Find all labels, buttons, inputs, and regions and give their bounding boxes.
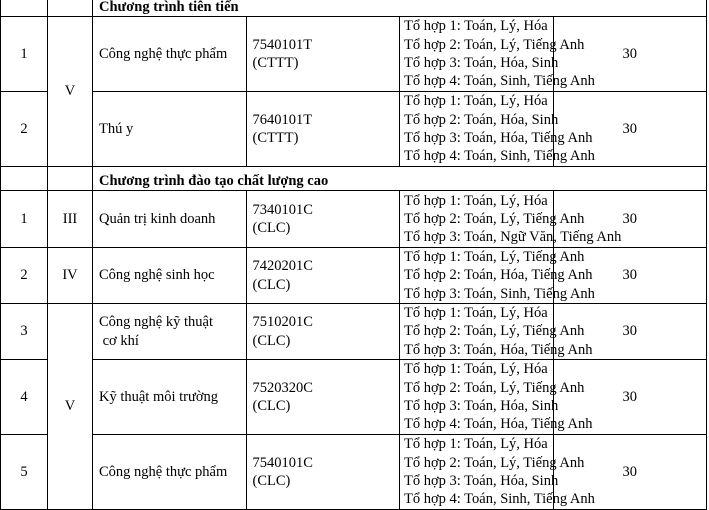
section-title: Chương trình đào tạo chất lượng cao [93, 167, 707, 191]
major-name-line: Công nghệ thực phẩm [99, 463, 228, 480]
row-stt: 5 [1, 435, 48, 510]
code-line: (CLC) [252, 473, 291, 489]
major-code [246, 17, 400, 92]
code-line: 7510201C [252, 314, 313, 331]
combo-line: Tổ hợp 2: Toán, Lý, Tiếng Anh [404, 323, 585, 340]
section-empty-cell [48, 167, 93, 191]
combo-line: Tổ hợp 4: Toán, Sinh, Tiếng Anh [404, 491, 595, 508]
combo-line: Tổ hợp 1: Toán, Lý, Hóa [404, 436, 548, 453]
code-line: (CTTT) [252, 55, 299, 71]
combo-line: Tổ hợp 1: Toán, Lý, Hóa [404, 93, 548, 110]
code-line: (CLC) [252, 220, 291, 236]
combo-line: Tổ hợp 3: Toán, Hóa, Tiếng Anh [404, 130, 593, 146]
section-header-high-quality [1, 167, 707, 191]
quota: 30 [553, 360, 707, 435]
group-label: V [48, 17, 93, 167]
subject-combos [400, 435, 595, 510]
row-stt: 1 [1, 17, 48, 92]
section-empty-cell [48, 0, 93, 17]
combo-line: Tổ hợp 1: Toán, Lý, Hóa [404, 18, 548, 35]
combo-line: Tổ hợp 3: Toán, Hóa, Sinh [404, 398, 559, 414]
section-header-advanced [1, 0, 707, 17]
combo-line: Tổ hợp 3: Toán, Hóa, Sinh [404, 55, 559, 71]
code-line: 7520320C [252, 379, 313, 396]
code-line: 7540101C [252, 454, 313, 471]
combo-line: Tổ hợp 1: Toán, Lý, Hóa [404, 305, 548, 322]
subject-combos [400, 92, 595, 167]
code-line: 7420201C [252, 258, 313, 275]
code-line: (CLC) [252, 398, 291, 414]
combo-line: Tổ hợp 4: Toán, Sinh, Tiếng Anh [404, 73, 595, 90]
group-label: V [48, 304, 93, 510]
code-line: 7540101T [252, 36, 313, 53]
combo-line: Tổ hợp 2: Toán, Hóa, Sinh [404, 111, 559, 128]
major-name-line: Quản trị kinh doanh [99, 210, 216, 227]
major-name [93, 248, 247, 304]
subject-combos [400, 360, 593, 435]
row-stt: 3 [1, 304, 48, 360]
major-name [93, 435, 247, 510]
quota: 30 [553, 17, 707, 92]
quota: 30 [553, 92, 707, 167]
major-name-line: Thú y [99, 120, 134, 137]
subject-combos [400, 304, 593, 360]
combo-line: Tổ hợp 2: Toán, Lý, Tiếng Anh [404, 454, 585, 471]
combo-line: Tổ hợp 3: Toán, Ngữ Văn, Tiếng Anh [404, 229, 622, 246]
major-code [246, 304, 400, 360]
code-line: 7640101T [252, 111, 313, 128]
combo-line: Tổ hợp 2: Toán, Lý, Tiếng Anh [404, 210, 585, 227]
combo-line: Tổ hợp 1: Toán, Lý, Tiếng Anh [404, 249, 585, 266]
major-code [246, 191, 400, 248]
code-line: (CLC) [252, 332, 291, 349]
combo-line: Tổ hợp 1: Toán, Lý, Hóa [404, 361, 548, 378]
major-code [246, 92, 400, 167]
major-name-line: cơ khí [99, 332, 139, 349]
combo-line: Tổ hợp 3: Toán, Hóa, Sinh [404, 473, 559, 489]
quota: 30 [553, 304, 707, 360]
major-code [246, 248, 400, 304]
table-row [1, 435, 707, 510]
row-stt: 1 [1, 191, 48, 248]
major-name-line: Công nghệ sinh học [99, 267, 215, 284]
major-name-line: Công nghệ thực phẩm [99, 45, 228, 62]
table-row [1, 304, 707, 360]
table-row [1, 92, 707, 167]
combo-line: Tổ hợp 3: Toán, Sinh, Tiếng Anh [404, 285, 595, 302]
combo-line: Tổ hợp 3: Toán, Hóa, Tiếng Anh [404, 341, 593, 358]
section-empty-cell [1, 0, 48, 17]
major-name [93, 360, 247, 435]
code-line: (CTTT) [252, 130, 299, 146]
major-code [246, 435, 400, 510]
combo-line: Tổ hợp 4: Toán, Hóa, Tiếng Anh [404, 416, 593, 433]
combo-line: Tổ hợp 2: Toán, Lý, Tiếng Anh [404, 36, 585, 53]
combo-line: Tổ hợp 1: Toán, Lý, Hóa [404, 192, 548, 209]
combo-line: Tổ hợp 4: Toán, Sinh, Tiếng Anh [404, 148, 595, 165]
major-name [93, 191, 247, 248]
subject-combos [400, 17, 595, 92]
quota: 30 [553, 248, 707, 304]
group-label: III [48, 191, 93, 248]
major-name [93, 304, 247, 360]
section-title: Chương trình tiên tiến [93, 0, 707, 17]
combo-line: Tổ hợp 2: Toán, Lý, Tiếng Anh [404, 379, 585, 396]
table-row [1, 191, 707, 248]
row-stt: 2 [1, 92, 48, 167]
quota: 30 [553, 191, 707, 248]
group-label: IV [48, 248, 93, 304]
code-line: (CLC) [252, 276, 291, 293]
table-row [1, 360, 707, 435]
section-empty-cell [1, 167, 48, 191]
subject-combos [400, 191, 622, 248]
major-code [246, 360, 400, 435]
subject-combos [400, 248, 595, 304]
row-stt: 2 [1, 248, 48, 304]
combo-line: Tổ hợp 2: Toán, Hóa, Tiếng Anh [404, 267, 593, 284]
table-row [1, 17, 707, 92]
major-name [93, 92, 247, 167]
code-line: 7340101C [252, 201, 313, 218]
major-name [93, 17, 247, 92]
major-name-line: Công nghệ kỹ thuật [99, 314, 213, 331]
major-name-line: Kỹ thuật môi trường [99, 388, 219, 405]
table-row [1, 248, 707, 304]
row-stt: 4 [1, 360, 48, 435]
quota: 30 [553, 435, 707, 510]
